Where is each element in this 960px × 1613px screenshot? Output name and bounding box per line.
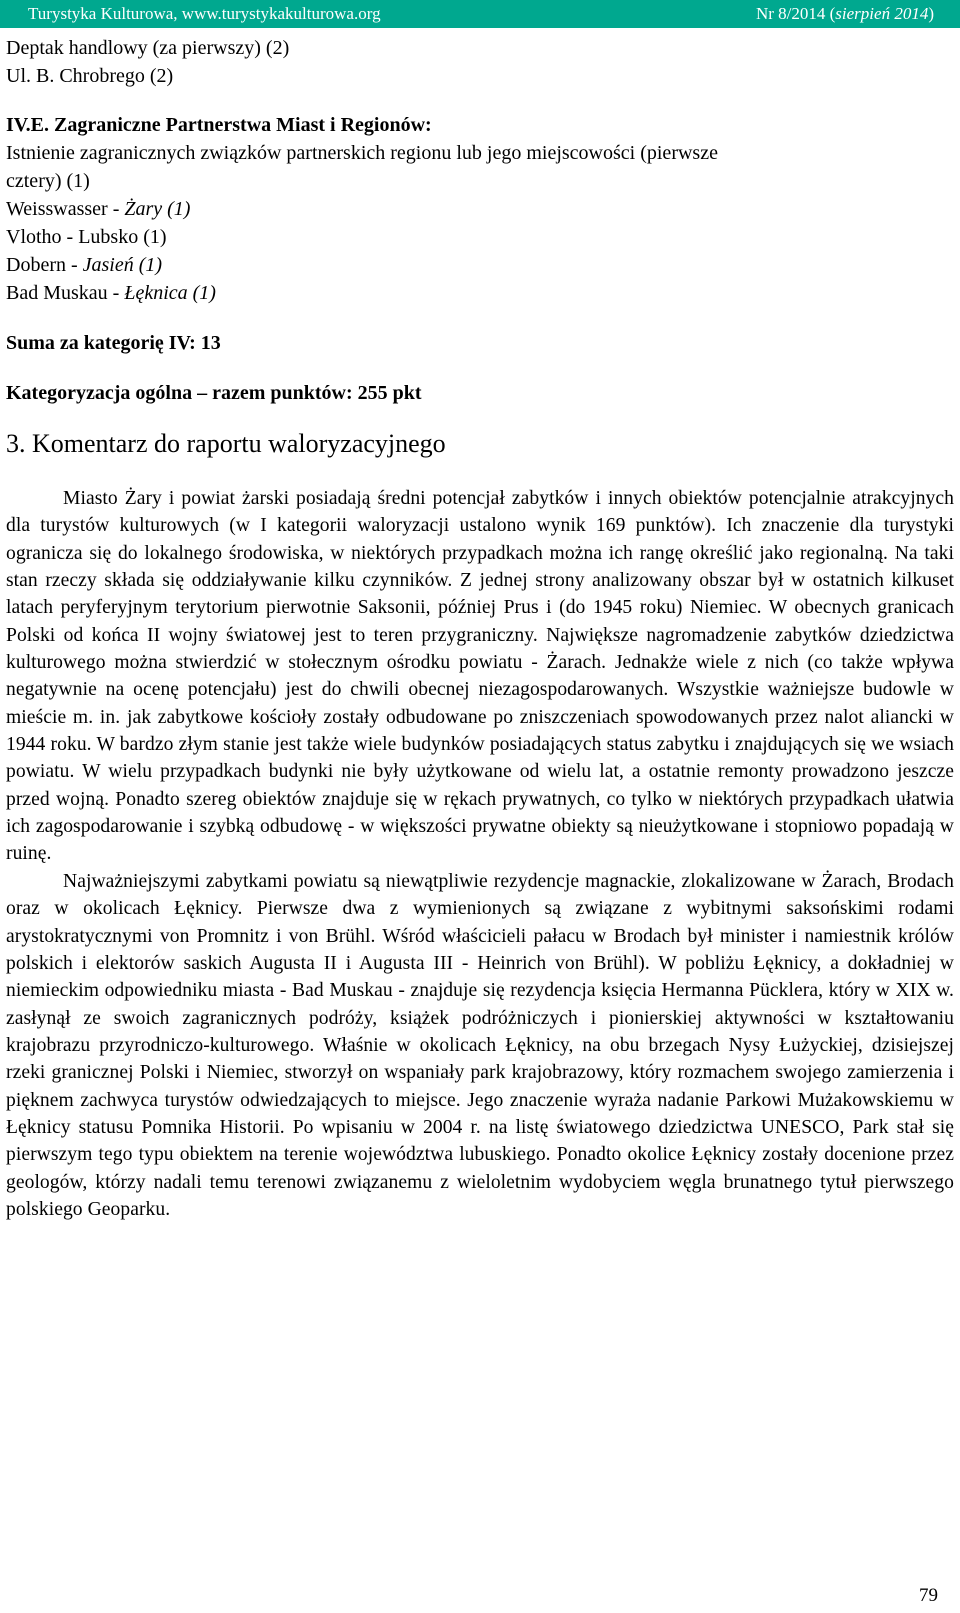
section-description: Istnienie zagranicznych związków partnerskich regionu lub jego miejscowości (pierwsze	[6, 142, 718, 164]
page-number: 79	[919, 1585, 938, 1606]
issue-suffix: )	[928, 4, 934, 23]
partnership-item	[6, 279, 954, 307]
partner-foreign: Bad Muskau -	[6, 282, 125, 304]
partner-local: Jasień (1)	[82, 254, 163, 276]
partner-local: Łęknica (1)	[124, 282, 216, 304]
commentary-paragraph	[6, 868, 954, 1223]
partnership-item	[6, 251, 954, 279]
list-item: Ul. B. Chrobrego (2)	[6, 65, 174, 87]
page-content	[6, 34, 954, 1223]
partnership-item	[6, 223, 954, 251]
paragraph-text: Miasto Żary i powiat żarski posiadają średni potencjał zabytków i innych obiektów potencjalnie atrakcyjnych dla turystów kulturowych (w I kategorii waloryzacji ustalono wynik 169 punktów). Ich znaczenie dla turystyki ogranicza się do lokalnego środowiska, w niektórych przypadkach można ich rangę określić jako regionalną. Na taki stan rzeczy składa się oddziaływanie kilku czynników. Z jednej strony analizowany obszar był w ostatnich kilkuset latach peryferyjnym terytorium pierwotnie Saksonii, później Prus i (do 1945 roku) Niemiec. W obecnych granicach Polski od końca II wojny światowej jest to teren przygraniczny. Największe nagromadzenie zabytków dziedzictwa kulturowego można stwierdzić w stołecznym ośrodku powiatu - Żarach. Jednakże wiele z nich (co także wpływa negatywnie na ocenę potencjału) jest do chwili obecnej niezagospodarowanych. Wszystkie ważniejsze budowle w mieście m. in. jak zabytkowe kościoły zostały odbudowane po zniszczeniach spowodowanych przez nalot aliancki w 1944 roku. W bardzo złym stanie jest także wiele budynków posiadających status zabytku i znajdujących się we wsiach powiatu. W wielu przypadkach budynki nie były użytkowane od wielu lat, a ostatnie remonty prowadzono jeszcze przed wojną. Ponadto szereg obiektów znajduje się w rękach prywatnych, co tylko w niektórych przypadkach ułatwia ich zagospodarowanie i szybką odbudowę - w większości prywatne obiekty są nieużytkowane i stopniowo popadają w ruinę.	[6, 488, 954, 865]
partner-foreign: Dobern -	[6, 254, 83, 276]
issue-prefix: Nr 8/2014 (	[755, 4, 836, 23]
commentary-title: 3. Komentarz do raportu waloryzacyjnego	[6, 429, 446, 458]
partner-foreign: Weisswasser -	[6, 198, 125, 220]
partnership-item	[6, 195, 954, 223]
partner-foreign: Vlotho - Lubsko (1)	[6, 226, 167, 248]
paragraph-text: Najważniejszymi zabytkami powiatu są niewątpliwie rezydencje magnackie, zlokalizowane w Żarach, Brodach oraz w okolicach Łęknicy. Pierwsze dwa z wymienionych są związane z wybitnymi saksońskimi rodami arystokratycznymi von Promnitz i von Brühl. Wśród właścicieli pałacu w Brodach był minister i namiestnik królów polskich i elektorów saskich Augusta II i Augusta III - Heinrich von Brühl). W pobliżu Łęknicy, a dokładniej w niemieckim odpowiedniku miasta - Bad Muskau - znajduje się rezydencja księcia Hermanna Pücklera, który w XIX w. zasłynął ze swoich zagranicznych podróży, książek podróżniczych i pionierskiej aktywności w kształtowaniu krajobrazu przyrodniczo-kulturowego. Właśnie w okolicach Łęknicy, na obu brzegach Nysy Łużyckiej, dzisiejszej rzeki granicznej Polski i Niemiec, stworzył on wspaniały park krajobrazowy, który rozmachem swojego zamierzenia i pięknem zachwyca turystów odwiedzających to miejsce. Jego znaczenie wyraża nadanie Parkowi Mużakowskiemu w Łęknicy statusu Pomnika Historii. Po wpisaniu w 2004 r. na listę światowego dziedzictwa UNESCO, Park stał się pierwszym tego typu obiektem na terenie województwa lubuskiego. Ponadto okolice Łęknicy zostały docenione przez geologów, którzy nadali temu terenowi związanemu z wieloletnim wydobyciem węgla brunatnego tytuł pierwszego polskiego Geoparku.	[6, 870, 954, 1220]
commentary-paragraph	[6, 485, 954, 868]
section-description-cont: cztery) (1)	[6, 170, 90, 192]
issue-label	[756, 0, 934, 28]
category-sum: Suma za kategorię IV: 13	[6, 332, 221, 354]
issue-month: sierpień 2014	[835, 4, 929, 23]
journal-title: Turystyka Kulturowa, www.turystykakulturowa.org	[28, 4, 381, 23]
running-header	[0, 0, 960, 28]
total-score: Kategoryzacja ogólna – razem punktów: 255 pkt	[6, 382, 422, 404]
section-heading: IV.E. Zagraniczne Partnerstwa Miast i Regionów:	[6, 114, 432, 136]
list-item: Deptak handlowy (za pierwszy) (2)	[6, 37, 290, 59]
partner-local: Żary (1)	[124, 198, 191, 220]
